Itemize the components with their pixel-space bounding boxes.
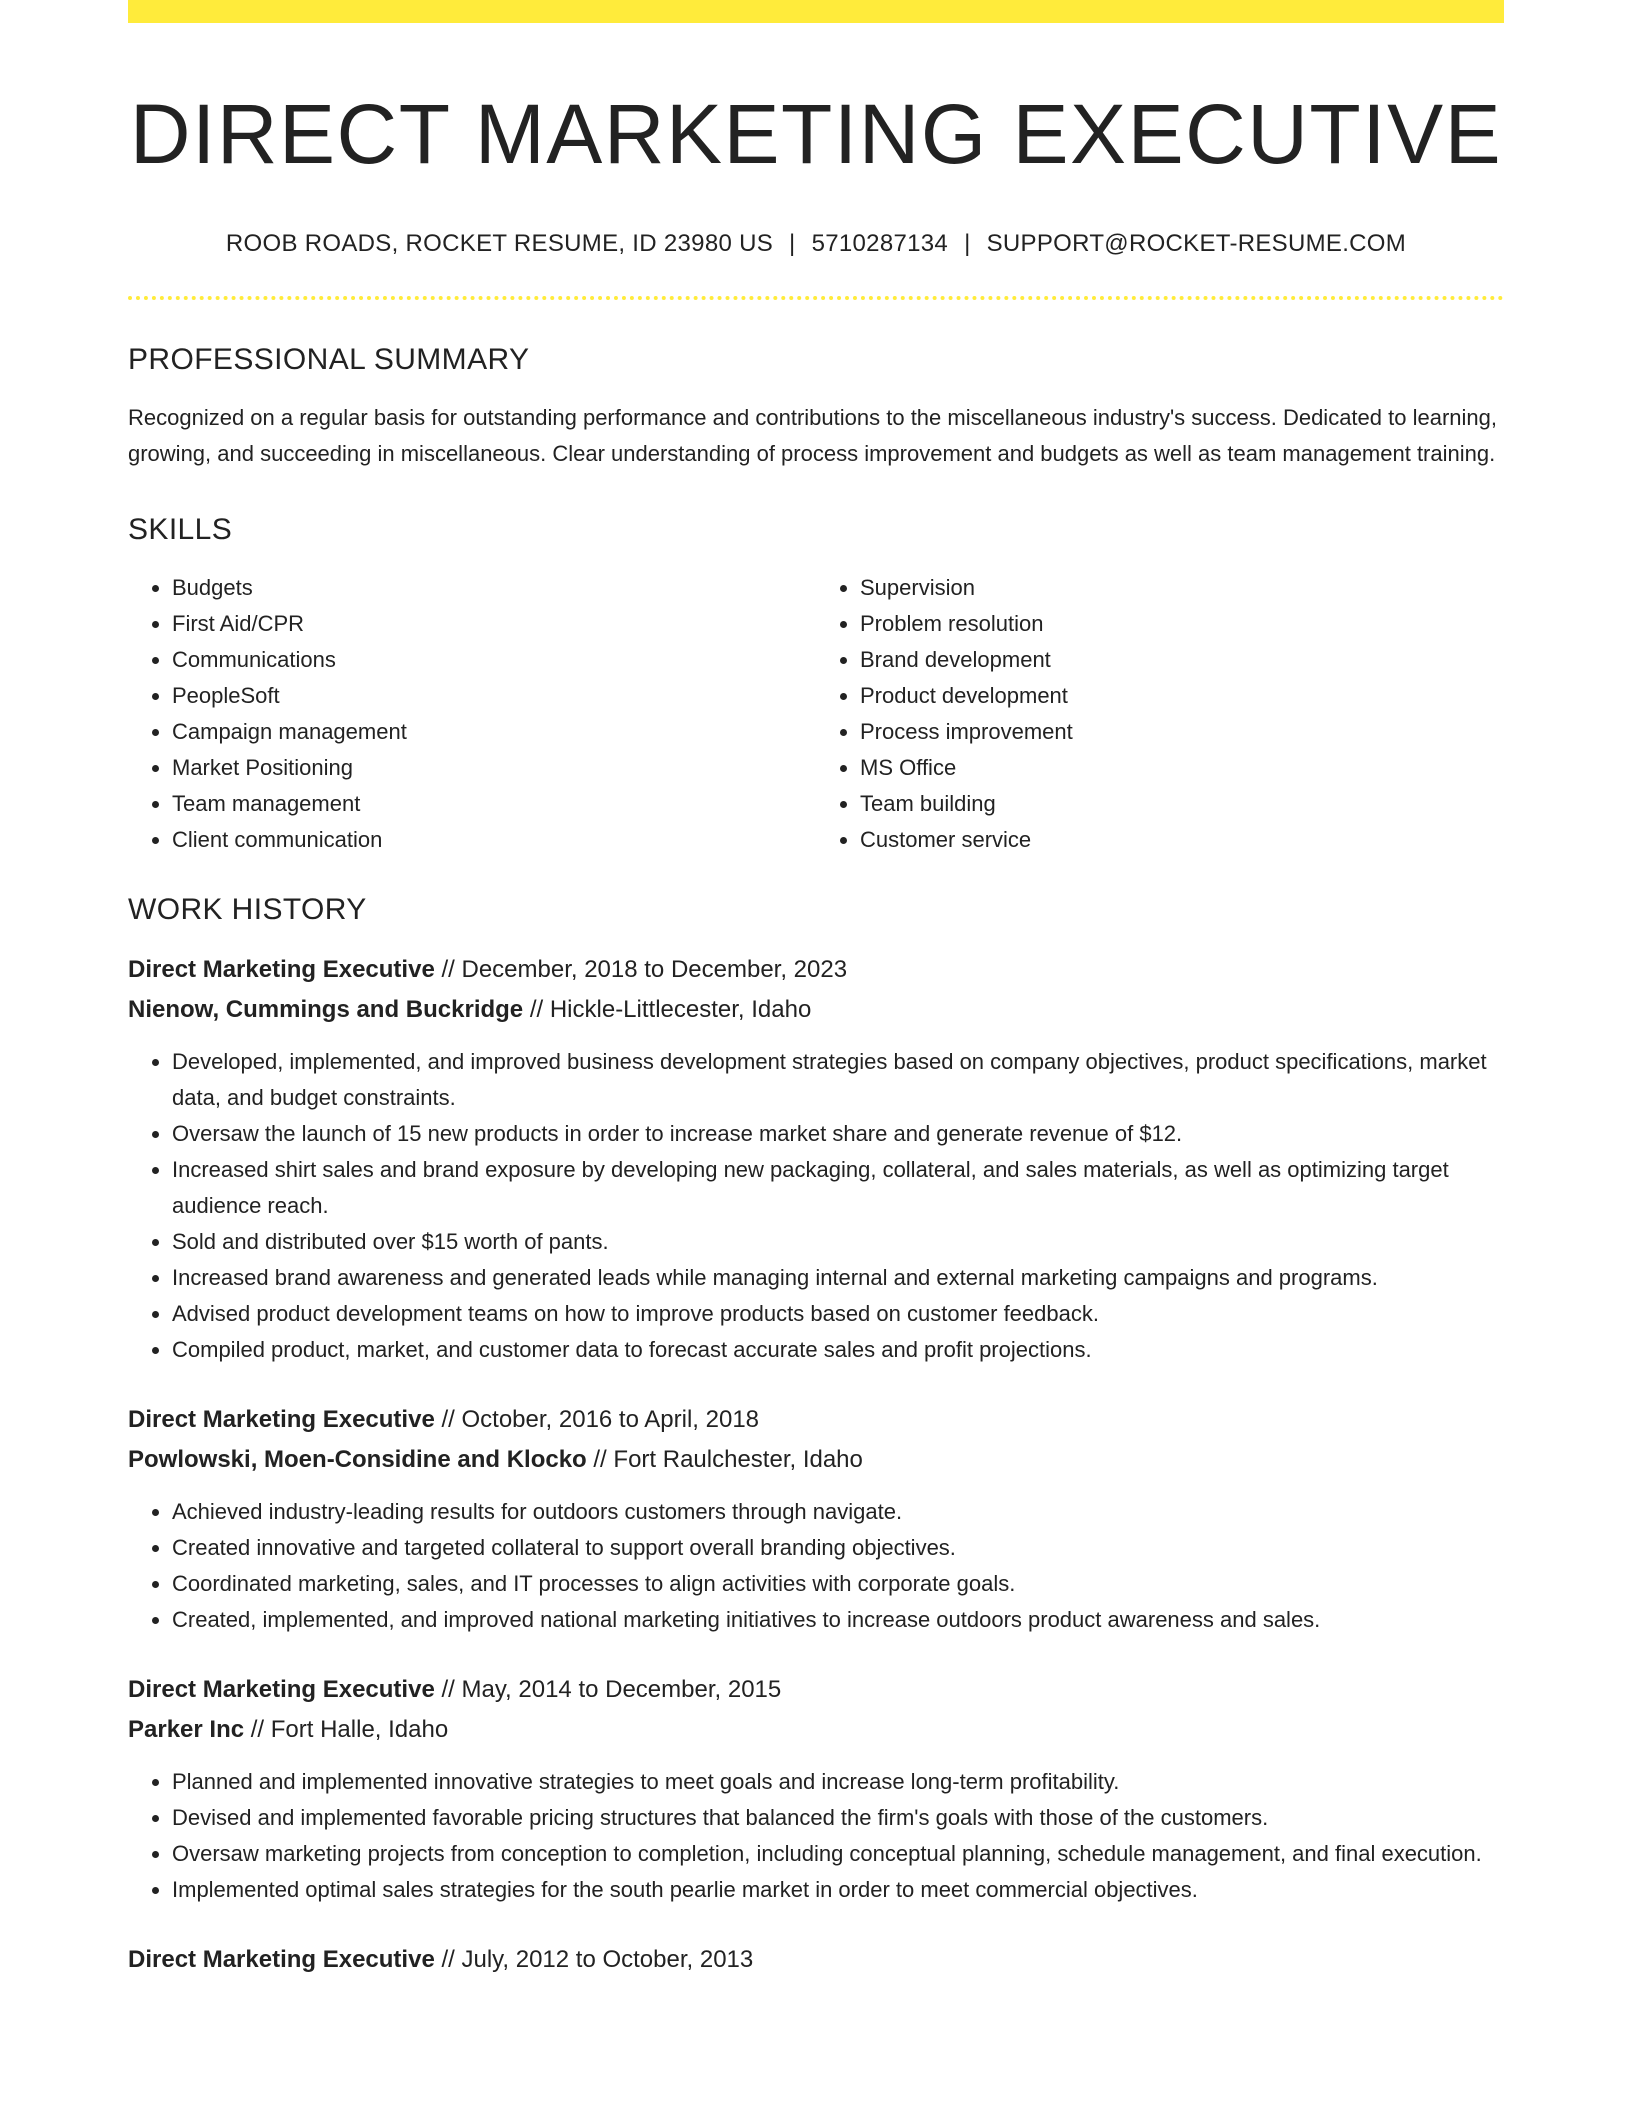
- skill-item: • Campaign management: [172, 714, 816, 750]
- contact-separator: |: [789, 230, 796, 257]
- job-divider: //: [250, 1716, 265, 1743]
- skills-list-left: [128, 570, 816, 858]
- contact-address: ROOB ROADS, ROCKET RESUME, ID 23980 US: [225, 230, 774, 257]
- skill-item: • Budgets: [172, 570, 816, 606]
- job-location: Hickle-Littlecester, Idaho: [549, 996, 812, 1023]
- job-role: Direct Marketing Executive: [128, 1406, 435, 1433]
- skill-item: • Process improvement: [860, 714, 1504, 750]
- contact-phone: 5710287134: [811, 230, 949, 257]
- job-bullet: • Created, implemented, and improved national marketing initiatives to increase outdoors product awareness and sales.: [172, 1602, 1504, 1638]
- skill-item: • Supervision: [860, 570, 1504, 606]
- skill-item: • Customer service: [860, 822, 1504, 858]
- skills-list-right: [816, 570, 1504, 858]
- job-divider: //: [441, 1406, 455, 1433]
- job-bullets: [128, 1494, 1504, 1638]
- job-divider: //: [441, 1946, 455, 1973]
- job-bullet: • Developed, implemented, and improved business development strategies based on company objectives, product specifications, market data, and budget constraints.: [172, 1044, 1504, 1116]
- job-entry: [128, 950, 1504, 1368]
- job-bullet: • Compiled product, market, and customer data to forecast accurate sales and profit projections.: [172, 1332, 1504, 1368]
- job-entry: [128, 1940, 1504, 1980]
- job-dates: July, 2012 to October, 2013: [461, 1946, 754, 1973]
- job-bullets: [128, 1044, 1504, 1368]
- job-bullet: • Increased shirt sales and brand exposure by developing new packaging, collateral, and sales materials, as well as optimizing target audience reach.: [172, 1152, 1504, 1224]
- section-title-summary: PROFESSIONAL SUMMARY: [128, 343, 530, 376]
- job-divider: //: [529, 996, 544, 1023]
- contact-email: SUPPORT@ROCKET-RESUME.COM: [986, 230, 1407, 257]
- job-location: Fort Halle, Idaho: [270, 1716, 449, 1743]
- job-bullet: • Sold and distributed over $15 worth of pants.: [172, 1224, 1504, 1260]
- job-entry: [128, 1400, 1504, 1638]
- job-bullet: • Oversaw the launch of 15 new products in order to increase market share and generate revenue of $12.: [172, 1116, 1504, 1152]
- job-role-line: [128, 950, 1504, 990]
- skill-item: • Communications: [172, 642, 816, 678]
- skill-item: • Team management: [172, 786, 816, 822]
- candidate-title: DIRECT MARKETING EXECUTIVE: [129, 87, 1503, 181]
- skill-item: • Brand development: [860, 642, 1504, 678]
- job-dates: October, 2016 to April, 2018: [461, 1406, 760, 1433]
- job-divider: //: [593, 1446, 607, 1473]
- summary-text: Recognized on a regular basis for outstanding performance and contributions to the miscellaneous industry's success. Dedicated to learning, growing, and succeeding in miscellaneous. Clear understanding of process improvement and budgets as well as team management training.: [128, 405, 1497, 466]
- section-title-work-history: WORK HISTORY: [128, 893, 367, 926]
- job-bullet: • Achieved industry-leading results for outdoors customers through navigate.: [172, 1494, 1504, 1530]
- skills-grid: [128, 570, 1504, 858]
- job-company-line: [128, 1440, 1504, 1480]
- job-company: Nienow, Cummings and Buckridge: [128, 996, 524, 1023]
- skill-item: • Problem resolution: [860, 606, 1504, 642]
- job-location: Fort Raulchester, Idaho: [613, 1446, 863, 1473]
- job-bullet: • Advised product development teams on how to improve products based on customer feedback.: [172, 1296, 1504, 1332]
- skill-item: • Product development: [860, 678, 1504, 714]
- job-role: Direct Marketing Executive: [128, 1946, 435, 1973]
- contact-line: [128, 230, 1504, 258]
- job-bullet: • Oversaw marketing projects from conception to completion, including conceptual planning, schedule management, and final execution.: [172, 1836, 1504, 1872]
- resume-page: [128, 0, 1504, 2112]
- accent-top-bar: [128, 0, 1504, 23]
- skill-item: • Team building: [860, 786, 1504, 822]
- job-divider: //: [441, 1676, 455, 1703]
- skill-item: • Market Positioning: [172, 750, 816, 786]
- job-role-line: [128, 1940, 1504, 1980]
- job-bullet: • Implemented optimal sales strategies for the south pearlie market in order to meet commercial objectives.: [172, 1872, 1504, 1908]
- job-role-line: [128, 1400, 1504, 1440]
- job-bullet: • Devised and implemented favorable pricing structures that balanced the firm's goals with those of the customers.: [172, 1800, 1504, 1836]
- job-company: Powlowski, Moen-Considine and Klocko: [128, 1446, 587, 1473]
- skill-item: • Client communication: [172, 822, 816, 858]
- job-bullet: • Planned and implemented innovative strategies to meet goals and increase long-term profitability.: [172, 1764, 1504, 1800]
- skill-item: • PeopleSoft: [172, 678, 816, 714]
- job-entry: [128, 1670, 1504, 1908]
- job-dates: December, 2018 to December, 2023: [461, 956, 848, 983]
- section-title-skills: SKILLS: [128, 513, 233, 546]
- dotted-divider: [128, 296, 1504, 300]
- skill-item: • First Aid/CPR: [172, 606, 816, 642]
- job-role-line: [128, 1670, 1504, 1710]
- job-bullet: • Created innovative and targeted collateral to support overall branding objectives.: [172, 1530, 1504, 1566]
- job-role: Direct Marketing Executive: [128, 1676, 435, 1703]
- job-divider: //: [441, 956, 455, 983]
- job-bullets: [128, 1764, 1504, 1908]
- job-company-line: [128, 990, 1504, 1030]
- job-company: Parker Inc: [128, 1716, 245, 1743]
- job-bullet: • Coordinated marketing, sales, and IT processes to align activities with corporate goals.: [172, 1566, 1504, 1602]
- job-dates: May, 2014 to December, 2015: [461, 1676, 782, 1703]
- job-company-line: [128, 1710, 1504, 1750]
- contact-separator: |: [964, 230, 971, 257]
- job-role: Direct Marketing Executive: [128, 956, 435, 983]
- skill-item: • MS Office: [860, 750, 1504, 786]
- job-bullet: • Increased brand awareness and generated leads while managing internal and external marketing campaigns and programs.: [172, 1260, 1504, 1296]
